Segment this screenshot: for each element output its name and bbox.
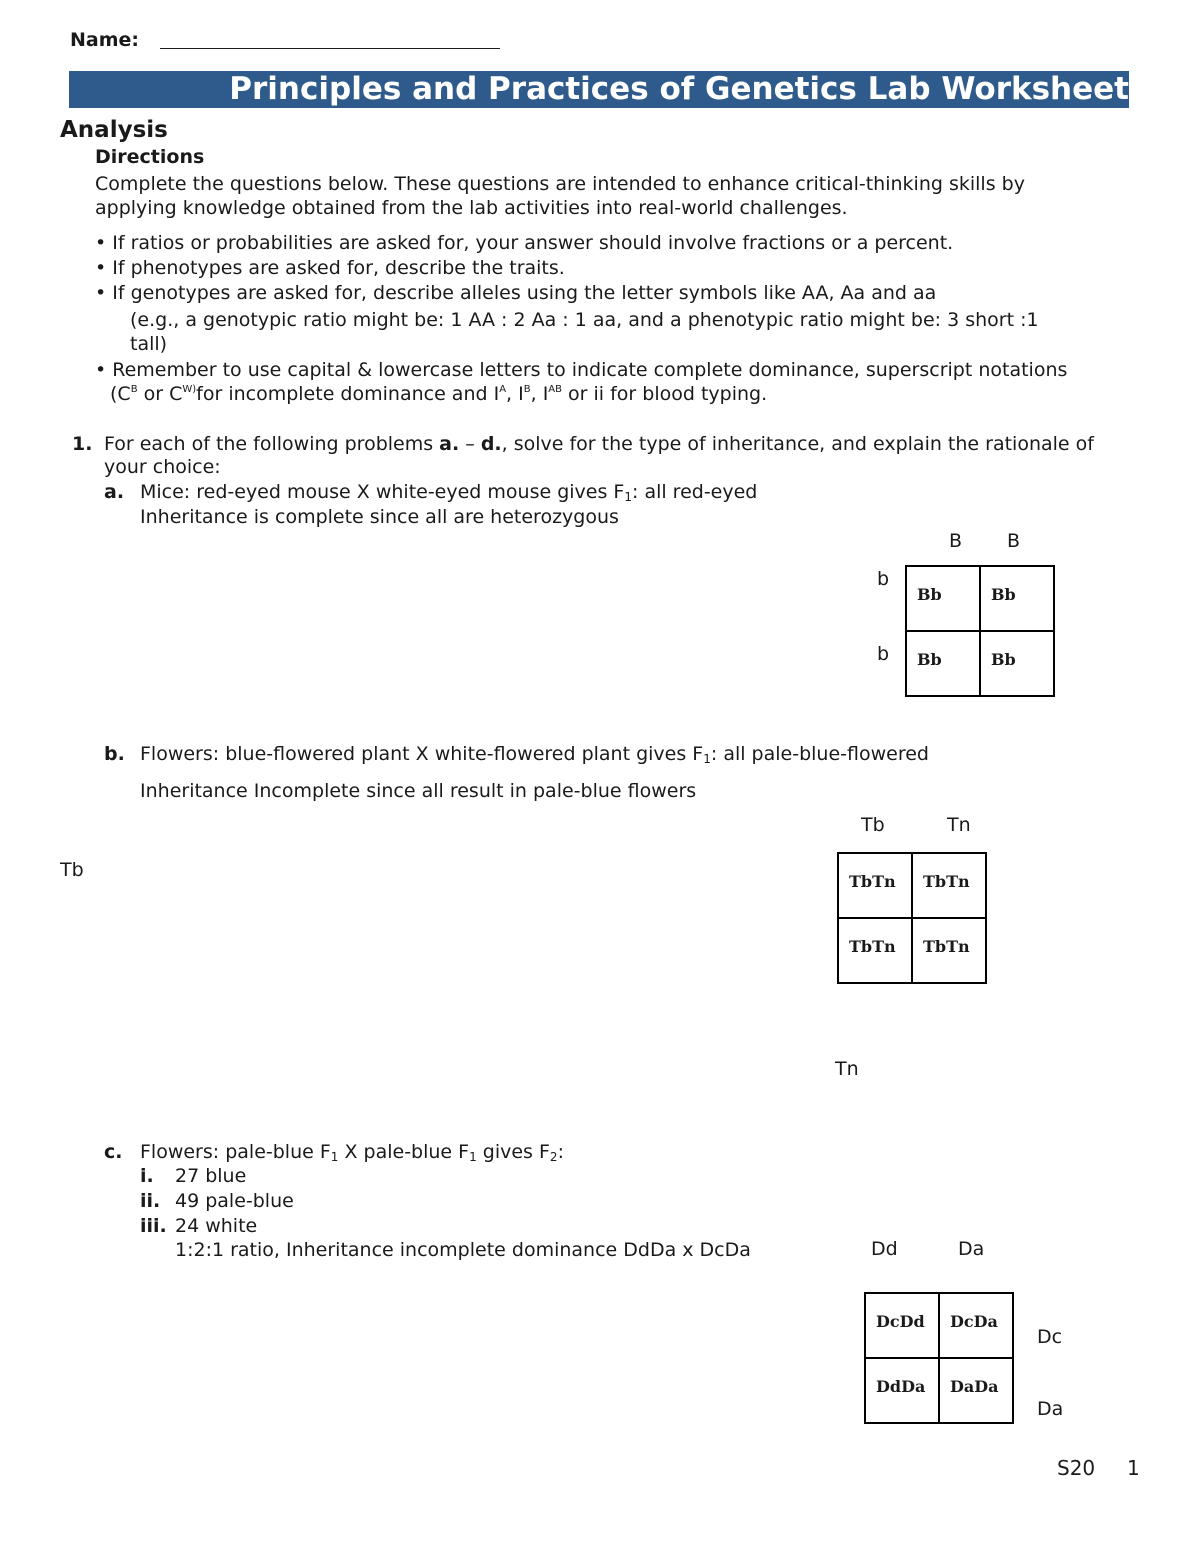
- punnett-b-cell: TbTn: [912, 918, 986, 983]
- bullet-ratios: • If ratios or probabilities are asked for, your answer should involve fractions or a percent.: [95, 232, 954, 254]
- punnett-square-b: [837, 852, 987, 984]
- punnett-c-top-1: Dd: [871, 1238, 898, 1260]
- part-b-prompt: Flowers: blue-flowered plant X white-flowered plant gives $F_1$: all pale-blue-flowered: [140, 743, 929, 766]
- punnett-c-side-2: Da: [1037, 1398, 1064, 1420]
- punnett-c-cell: DaDa: [939, 1358, 1013, 1423]
- bullet-notation: • Remember to use capital & lowercase letters to indicate complete dominance, superscript notations: [95, 359, 1068, 381]
- punnett-square-c: [864, 1292, 1014, 1424]
- punnett-c-side-1: Dc: [1037, 1326, 1063, 1348]
- part-b-answer: Inheritance Incomplete since all result in pale-blue flowers: [140, 780, 697, 802]
- punnett-b-cell: TbTn: [838, 853, 912, 918]
- bullet-genotypes: • If genotypes are asked for, describe alleles using the letter symbols like AA, Aa and aa: [95, 282, 937, 304]
- bullet-notation-cont: ($C^B$ or $C^{W)}for$ incomplete dominance and $I^A$, $I^B$, $I^{AB}$ or ii for blood typing.: [110, 383, 768, 405]
- intro-line-2: applying knowledge obtained from the lab activities into real-world challenges.: [95, 197, 848, 219]
- punnett-c-cell: DdDa: [865, 1358, 939, 1423]
- punnett-a-cell: Bb: [980, 631, 1054, 696]
- bullet-genotypes-example-end: tall): [130, 333, 168, 355]
- part-c-answer: 1:2:1 ratio, Inheritance incomplete dominance DdDa x DcDa: [175, 1239, 751, 1261]
- part-a-letter: a.: [104, 481, 125, 503]
- title-banner: [69, 71, 1129, 108]
- punnett-a-side-1: b: [877, 568, 890, 590]
- part-c-item-num: iii.: [140, 1215, 167, 1237]
- part-c-item-num: ii.: [140, 1190, 161, 1212]
- punnett-a-top-2: B: [1007, 530, 1021, 552]
- punnett-a-cell: Bb: [906, 631, 980, 696]
- punnett-c-cell: DcDd: [865, 1293, 939, 1358]
- name-label: Name:: [70, 29, 140, 51]
- punnett-b-cell: TbTn: [912, 853, 986, 918]
- punnett-a-side-2: b: [877, 643, 890, 665]
- part-a-prompt: Mice: red-eyed mouse X white-eyed mouse gives $F_1$: all red-eyed: [140, 481, 758, 504]
- question-1-number: 1.: [72, 433, 93, 455]
- punnett-b-cell: TbTn: [838, 918, 912, 983]
- punnett-c-top-2: Da: [958, 1238, 985, 1260]
- punnett-c-cell: DcDa: [939, 1293, 1013, 1358]
- question-1-text-cont: your choice:: [104, 456, 221, 478]
- punnett-a-cell: Bb: [906, 566, 980, 631]
- part-a-answer: Inheritance is complete since all are heterozygous: [140, 506, 619, 528]
- part-c-prompt: Flowers: pale-blue $F_1$ X pale-blue $F_1$ gives $F_2$:: [140, 1141, 564, 1164]
- part-c-letter: c.: [104, 1141, 123, 1163]
- punnett-b-top-1: Tb: [861, 814, 885, 836]
- analysis-heading: Analysis: [60, 117, 168, 143]
- question-1-text: For each of the following problems a. – d., solve for the type of inheritance, and explain the rationale of: [104, 433, 1094, 455]
- part-c-item-text: 27 blue: [175, 1165, 247, 1187]
- punnett-square-a: [905, 565, 1055, 697]
- intro-line-1: Complete the questions below. These questions are intended to enhance critical-thinking skills by: [95, 173, 1025, 195]
- punnett-a-top-1: B: [949, 530, 963, 552]
- bullet-genotypes-example: (e.g., a genotypic ratio might be: 1 AA : 2 Aa : 1 aa, and a phenotypic ratio might be: 3 short :1: [130, 309, 1039, 331]
- punnett-b-top-2: Tn: [947, 814, 971, 836]
- part-b-letter: b.: [104, 743, 125, 765]
- part-c-item-text: 49 pale-blue: [175, 1190, 294, 1212]
- part-c-item-num: i.: [140, 1165, 154, 1187]
- bullet-phenotypes: • If phenotypes are asked for, describe the traits.: [95, 257, 565, 279]
- name-field[interactable]: [160, 48, 500, 49]
- footer-code: S20: [1057, 1456, 1096, 1480]
- part-c-item-text: 24 white: [175, 1215, 258, 1237]
- page-title: Principles and Practices of Genetics Lab Worksheet: [229, 71, 1129, 107]
- punnett-b-side-1: Tb: [60, 859, 84, 881]
- punnett-b-side-2: Tn: [835, 1058, 859, 1080]
- punnett-a-cell: Bb: [980, 566, 1054, 631]
- directions-heading: Directions: [95, 146, 205, 168]
- page-number: 1: [1127, 1456, 1140, 1480]
